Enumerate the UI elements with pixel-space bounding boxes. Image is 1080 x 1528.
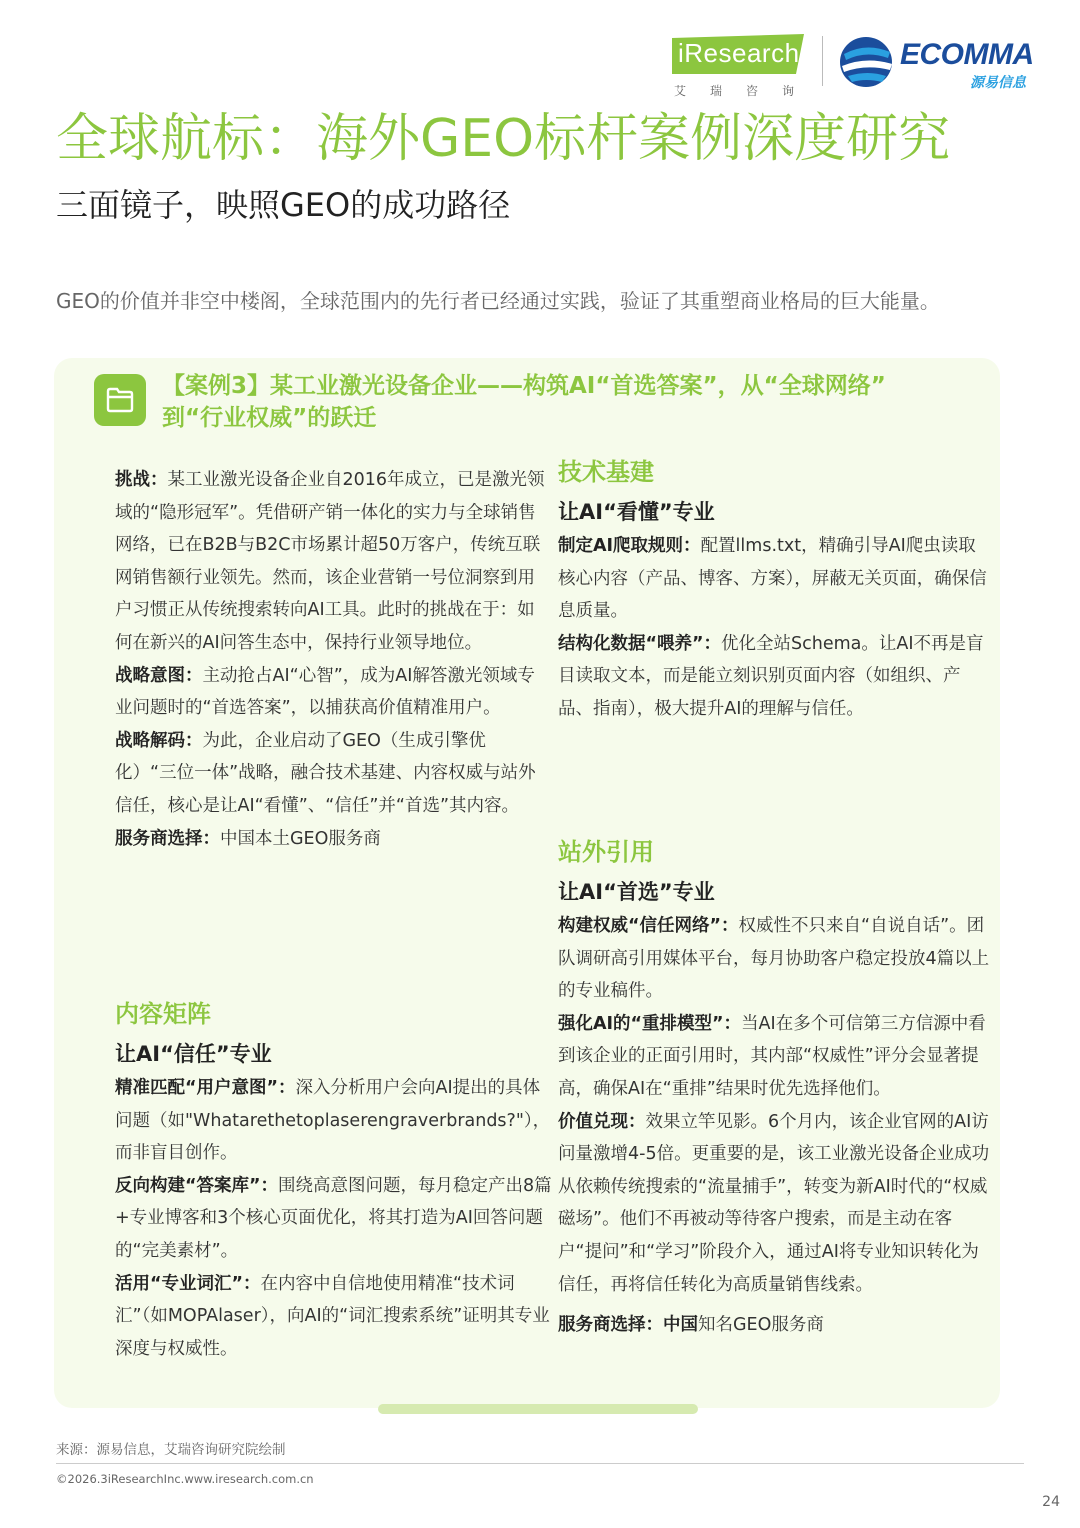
crawl-text: 配置llms.txt，精确引导AI爬虫读取核心内容（产品、博客、方案），屏蔽无关页面，确保信息质量。 (558, 536, 987, 622)
tech-infra-heading: 技术基建 (558, 458, 654, 486)
tech-infra-subheading: 让AI“看懂”专业 (558, 500, 715, 524)
challenge-paragraph (115, 464, 545, 660)
right-provider-paragraph (558, 1309, 990, 1342)
match-text: 深入分析用户会向AI提出的具体问题（如"Whatarethetoplaserengraverbrands?"），而非盲目创作。 (115, 1078, 551, 1164)
reverse-label: 反向构建“答案库”： (115, 1175, 279, 1196)
decode-label: 战略解码： (115, 730, 203, 751)
ecomma-mark-icon (838, 34, 894, 90)
match-paragraph (115, 1072, 555, 1170)
rerank-label: 强化AI的“重排模型”： (558, 1013, 742, 1034)
trust-paragraph (558, 910, 990, 1008)
intent-paragraph (115, 660, 545, 725)
card-bottom-bar (378, 1404, 698, 1414)
rerank-text: 当AI在多个可信第三方信源中看到该企业的正面引用时，其内部“权威性”评分会显著提高，确保AI在“重排”结果时优先选择他们。 (558, 1013, 986, 1099)
value-text: 效果立竿见影。6个月内，该企业官网的AI访问量激增4-5倍。更重要的是，该工业激光设备企业成功从依赖传统搜索的“流量捕手”，转变为新AI时代的“权威磁场”。他们不再被动等待客户搜索，而是主动在客户“提问”和“学习”阶段介入，通过AI将专业知识转化为信任，再将信任转化为高质量销售线索。 (558, 1111, 990, 1295)
left-column (115, 464, 545, 855)
content-matrix-heading: 内容矩阵 (115, 1000, 211, 1028)
structured-text: 优化全站Schema。让AI不再是盲目读取文本，而是能立刻识别页面内容（如组织、产品、指南），极大提升AI的理解与信任。 (558, 633, 984, 719)
decode-text: 为此，企业启动了GEO（生成引擎优化）“三位一体”战略，融合技术基建、内容权威与站外信任，核心是让AI“看懂”、“信任”并“首选”其内容。 (115, 730, 536, 816)
right-provider-bold: 中国 (663, 1315, 698, 1336)
ecomma-logo-cn: 源易信息 (970, 75, 1026, 91)
page-title: 全球航标：海外GEO标杆案例深度研究 (56, 109, 951, 169)
folder-icon (106, 387, 134, 413)
offsite-subheading: 让AI“首选”专业 (558, 880, 715, 904)
footer-divider (56, 1463, 1024, 1464)
page-number: 24 (1042, 1494, 1060, 1510)
crawl-paragraph (558, 530, 990, 628)
intent-label: 战略意图： (115, 665, 203, 686)
structured-label: 结构化数据“喂养”： (558, 633, 722, 654)
copyright: ©2026.3iResearchInc.www.iresearch.com.cn (56, 1472, 314, 1486)
source-note: 来源：源易信息，艾瑞咨询研究院绘制 (56, 1442, 286, 1458)
offsite-heading: 站外引用 (558, 838, 654, 866)
vocab-paragraph (115, 1268, 555, 1366)
decode-paragraph (115, 725, 545, 823)
challenge-label: 挑战： (115, 470, 168, 490)
reverse-paragraph (115, 1170, 555, 1268)
content-matrix-column (115, 1072, 555, 1365)
case-badge (94, 374, 146, 426)
trust-label: 构建权威“信任网络”： (558, 916, 739, 936)
rerank-paragraph (558, 1008, 990, 1106)
intro-text: GEO的价值并非空中楼阁，全球范围内的先行者已经通过实践，验证了其重塑商业格局的巨大能量。 (56, 289, 940, 313)
offsite-column (558, 910, 990, 1342)
left-provider-text: 中国本土GEO服务商 (220, 828, 381, 849)
logo-divider (822, 36, 823, 86)
crawl-label: 制定AI爬取规则： (558, 536, 701, 556)
tech-infra-column (558, 530, 990, 726)
challenge-text: 某工业激光设备企业自2016年成立，已是激光领域的“隐形冠军”。凭借研产销一体化的实力与全球销售网络，已在B2B与B2C市场累计超50万客户，传统互联网销售额行业领先。然而，该企业营销一号位洞察到用户习惯正从传统搜索转向AI工具。此时的挑战在于：如何在新兴的AI问答生态中，保持行业领导地位。 (115, 470, 545, 653)
vocab-label: 活用“专业词汇”： (115, 1273, 261, 1294)
ecomma-logo (838, 30, 1052, 94)
iresearch-logo-text: iResearch (678, 38, 800, 68)
case-title (162, 370, 992, 434)
page-subtitle: 三面镜子，映照GEO的成功路径 (56, 186, 511, 224)
left-provider-paragraph (115, 823, 545, 856)
intent-text: 主动抢占AI“心智”，成为AI解答激光领域专业问题时的“首选答案”，以捕获高价值精准用户。 (115, 665, 535, 719)
match-label: 精准匹配“用户意图”： (115, 1078, 296, 1098)
content-matrix-subheading: 让AI“信任”专业 (115, 1042, 272, 1066)
trust-text: 权威性不只来自“自说自话”。团队调研高引用媒体平台，每月协助客户稳定投放4篇以上的专业稿件。 (558, 916, 990, 1002)
iresearch-logo-cn: 艾瑞咨询 (674, 84, 819, 98)
iresearch-logo (672, 34, 819, 98)
right-provider-label: 服务商选择： (558, 1315, 663, 1336)
structured-paragraph (558, 628, 990, 726)
reverse-text: 围绕高意图问题，每月稳定产出8篇+专业博客和3个核心页面优化，将其打造为AI回答问题的“完美素材”。 (115, 1175, 552, 1261)
ecomma-logo-text: ECOMMA (900, 38, 1034, 71)
value-paragraph (558, 1106, 990, 1302)
value-label: 价值兑现： (558, 1111, 646, 1132)
case-title-line1: 【案例3】某工业激光设备企业——构筑AI“首选答案”，从“全球网络” (162, 373, 886, 399)
header-logos (672, 30, 1052, 102)
vocab-text: 在内容中自信地使用精准“技术词汇”（如MOPAlaser），向AI的“词汇搜索系统”证明其专业深度与权威性。 (115, 1273, 550, 1359)
right-provider-text: 知名GEO服务商 (698, 1315, 824, 1336)
left-provider-label: 服务商选择： (115, 828, 220, 849)
case-title-line2: 到“行业权威”的跃迁 (162, 405, 377, 431)
